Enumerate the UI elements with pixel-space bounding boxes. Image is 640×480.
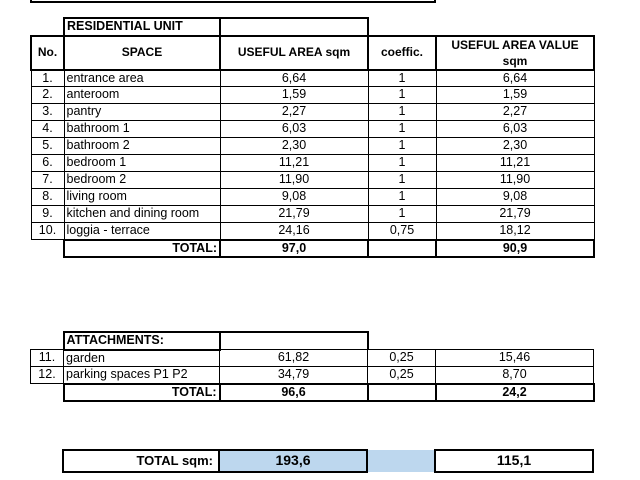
row-area: 9,08 [220, 189, 368, 206]
row-coef: 1 [368, 138, 436, 155]
row-coef: 0,25 [368, 350, 436, 367]
grand-total-value: 115,1 [435, 450, 593, 472]
row-coef: 1 [368, 121, 436, 138]
previous-table-edge [30, 0, 436, 3]
row-space: anteroom [64, 87, 220, 104]
table-row [31, 87, 594, 104]
grand-total-area: 193,6 [219, 450, 367, 472]
row-value: 2,27 [436, 104, 594, 121]
row-space: bedroom 1 [64, 155, 220, 172]
row-space: kitchen and dining room [64, 206, 220, 223]
row-number: 12. [31, 367, 64, 384]
header-coef: coeffic. [368, 36, 436, 70]
attachments-total-value: 24,2 [436, 384, 594, 402]
residential-total-area: 97,0 [220, 240, 368, 258]
grand-total-label: TOTAL sqm: [63, 450, 219, 472]
table-row [31, 138, 594, 155]
title-extension [220, 332, 368, 350]
row-space: bathroom 2 [64, 138, 220, 155]
row-area: 6,03 [220, 121, 368, 138]
row-coef: 1 [368, 70, 436, 87]
row-area: 11,21 [220, 155, 368, 172]
row-value: 15,46 [436, 350, 594, 367]
title-extension [220, 18, 368, 36]
grand-total-table [30, 449, 594, 473]
row-space: pantry [64, 104, 220, 121]
row-area: 11,90 [220, 172, 368, 189]
row-number: 11. [31, 350, 64, 367]
row-value: 1,59 [436, 87, 594, 104]
header-space: SPACE [64, 36, 220, 70]
row-number: 3. [31, 104, 64, 121]
row-value: 6,64 [436, 70, 594, 87]
spacer-cell [436, 332, 594, 350]
spacer-cell [30, 450, 63, 472]
table-row [31, 223, 594, 240]
attachments-total-area: 96,6 [220, 384, 368, 402]
spacer-cell [368, 332, 436, 350]
row-number: 9. [31, 206, 64, 223]
residential-unit-table [30, 17, 595, 258]
header-no: No. [31, 36, 64, 70]
row-number: 1. [31, 70, 64, 87]
table-row [31, 206, 594, 223]
row-coef: 1 [368, 206, 436, 223]
row-number: 5. [31, 138, 64, 155]
row-area: 2,27 [220, 104, 368, 121]
header-area: USEFUL AREA sqm [220, 36, 368, 70]
spacer-cell [31, 332, 64, 350]
residential-total-value: 90,9 [436, 240, 594, 258]
row-coef: 1 [368, 172, 436, 189]
row-number: 7. [31, 172, 64, 189]
spacer-cell [31, 384, 64, 402]
row-space: bathroom 1 [64, 121, 220, 138]
row-coef: 0,25 [368, 367, 436, 384]
row-number: 4. [31, 121, 64, 138]
row-space: parking spaces P1 P2 [64, 367, 220, 384]
row-area: 1,59 [220, 87, 368, 104]
row-space: living room [64, 189, 220, 206]
row-coef: 1 [368, 155, 436, 172]
table-row [31, 367, 594, 384]
row-space: entrance area [64, 70, 220, 87]
table-row [31, 172, 594, 189]
row-area: 21,79 [220, 206, 368, 223]
row-area: 2,30 [220, 138, 368, 155]
row-space: garden [64, 350, 220, 367]
attachments-total-coef [368, 384, 436, 402]
table-row [31, 350, 594, 367]
attachment-rows [31, 350, 594, 384]
row-number: 10. [31, 223, 64, 240]
row-value: 9,08 [436, 189, 594, 206]
row-area: 24,16 [220, 223, 368, 240]
grand-total-gap [367, 450, 435, 472]
spacer-cell [368, 18, 436, 36]
row-value: 18,12 [436, 223, 594, 240]
row-number: 6. [31, 155, 64, 172]
row-area: 34,79 [220, 367, 368, 384]
header-value: USEFUL AREA VALUE sqm [436, 36, 594, 70]
attachments-table [30, 331, 595, 402]
row-value: 11,21 [436, 155, 594, 172]
row-space: loggia - terrace [64, 223, 220, 240]
spacer-cell [31, 240, 64, 258]
row-area: 61,82 [220, 350, 368, 367]
row-value: 6,03 [436, 121, 594, 138]
row-coef: 0,75 [368, 223, 436, 240]
row-value: 11,90 [436, 172, 594, 189]
row-coef: 1 [368, 189, 436, 206]
table-row [31, 121, 594, 138]
attachments-total-label: TOTAL: [64, 384, 220, 402]
row-space: bedroom 2 [64, 172, 220, 189]
table-row [31, 155, 594, 172]
row-coef: 1 [368, 87, 436, 104]
residential-total-coef [368, 240, 436, 258]
table-row [31, 104, 594, 121]
row-area: 6,64 [220, 70, 368, 87]
row-value: 2,30 [436, 138, 594, 155]
spacer-cell [436, 18, 594, 36]
residential-title: RESIDENTIAL UNIT [64, 18, 220, 36]
attachments-title: ATTACHMENTS: [64, 332, 220, 350]
table-row [31, 189, 594, 206]
residential-total-label: TOTAL: [64, 240, 220, 258]
residential-rows [31, 70, 594, 240]
table-row [31, 70, 594, 87]
spacer-cell [31, 18, 64, 36]
row-value: 21,79 [436, 206, 594, 223]
row-value: 8,70 [436, 367, 594, 384]
row-number: 8. [31, 189, 64, 206]
row-coef: 1 [368, 104, 436, 121]
row-number: 2. [31, 87, 64, 104]
